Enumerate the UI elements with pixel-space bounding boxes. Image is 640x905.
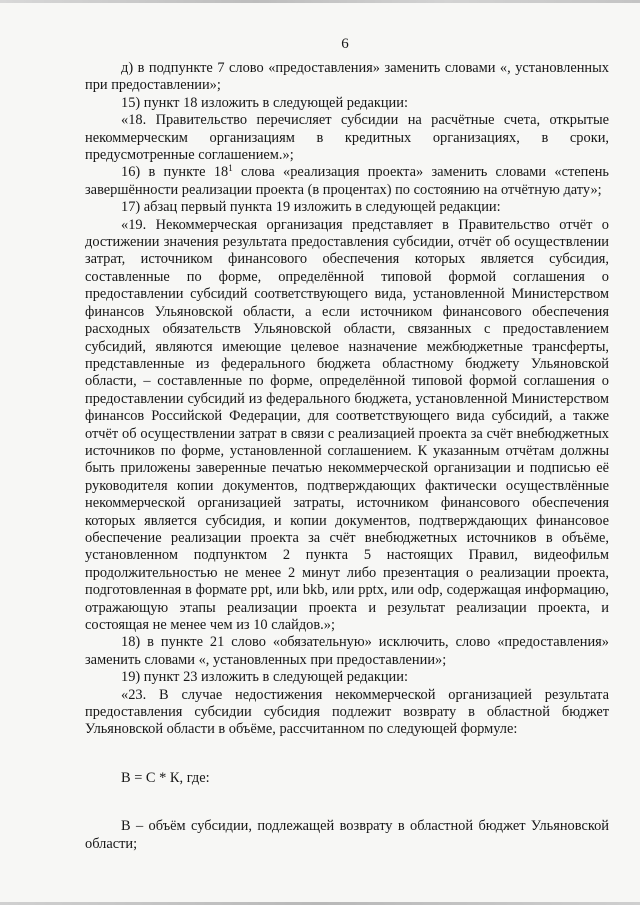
paragraph-with-superscript (85, 164, 609, 199)
paragraph: д) в подпункте 7 слово «предоставления» заменить словами «, установленных при предоставлении»; (85, 60, 609, 94)
paragraph-text-after: слова «реализация проекта» заменить словами «степень завершённости реализации проекта (в процентах) по состоянию на отчётную дату»; (85, 164, 609, 198)
formula: В = С * К, где: (121, 769, 210, 786)
paragraph: «18. Правительство перечисляет субсидии на расчётные счета, открытые некоммерческим организациям в кредитных организациях, в сроки, предусмотренные соглашением.»; (85, 112, 609, 164)
paragraph: 19) пункт 23 изложить в следующей редакции: (121, 669, 408, 686)
paragraph: 17) абзац первый пункта 19 изложить в следующей редакции: (121, 199, 501, 216)
document-body (85, 60, 609, 853)
paragraph: «19. Некоммерческая организация представляет в Правительство отчёт о достижении значения результата предоставления субсидии, отчёт об осуществлении затрат, источником финансового обеспечения которых является субсидия, составленные по форме, определённой типовой формой соглашения о предоставлении субсидий соответствующего вида, установленной Министерством финансов Ульяновской области, а если источником финансового обеспечения расходных обязательств Ульяновской области, связанных с предоставлением субсидий, являются имеющие целевое назначение межбюджетные трансферты, представленные из федерального бюджета областному бюджету Ульяновской области, – составленные по форме, определённой типовой формой соглашения о предоставлении субсидий из федерального бюджета, установленной Министерством финансов Российской Федерации, для соответствующего вида субсидий, а также отчёт об осуществлении затрат в связи с реализацией проекта за счёт внебюджетных источников по форме, установленной соглашением. К указанным отчётам должны быть приложены заверенные печатью некоммерческой организации и подписью её руководителя копии документов, подтверждающих фактически осуществлённые некоммерческой организацией затраты, источником финансового обеспечения которых является субсидия, и копии документов, подтверждающих финансовое обеспечение реализации проекта за счёт внебюджетных источников в объёме, установленном подпунктом 2 пункта 5 настоящих Правил, видеофильм продолжительностью не менее 2 минут либо презентация о реализации проекта, подготовленная в формате ppt, или bkb, или pptx, или odp, содержащая информацию, отражающую этапы реализации проекта и результат реализации проекта, и состоящая не менее чем из 10 слайдов.»; (85, 216, 609, 633)
scan-edge-top (0, 0, 640, 3)
paragraph: 15) пункт 18 изложить в следующей редакции: (121, 94, 408, 111)
page-number: 6 (341, 36, 349, 52)
paragraph: 18) в пункте 21 слово «обязательную» исключить, слово «предоставления» заменить словами «, установленных при предоставлении»; (85, 634, 609, 668)
paragraph: В – объём субсидии, подлежащей возврату в областной бюджет Ульяновской области; (85, 818, 609, 852)
paragraph: «23. В случае недостижения некоммерческой организацией результата предоставления субсидии субсидия подлежит возврату в областной бюджет Ульяновской области в объёме, рассчитанном по следующей формуле: (85, 686, 609, 738)
superscript: 1 (228, 163, 233, 174)
paragraph-text-before: 16) в пункте 18 (121, 164, 229, 181)
